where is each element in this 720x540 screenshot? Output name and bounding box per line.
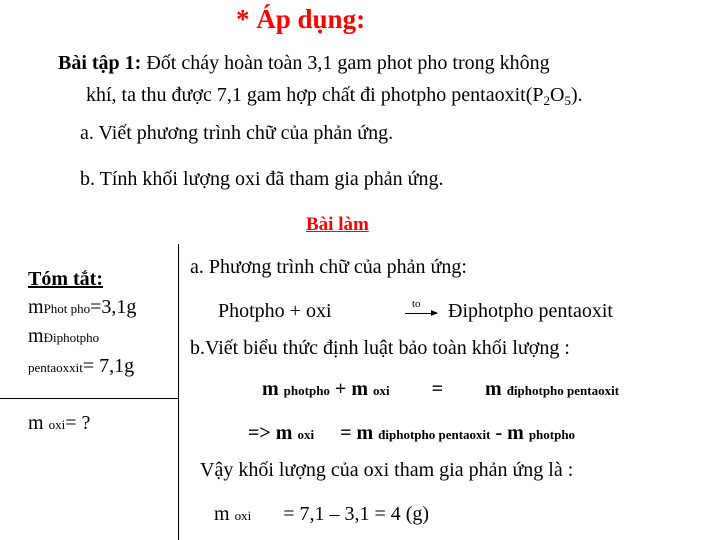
reaction-product: Điphotpho pentaoxit [448,300,613,322]
reaction-arrow-icon [405,313,437,314]
law-sub-1: photpho [283,383,330,398]
page-title: * Áp dụng: [236,4,366,34]
question-b: b. Tính khối lượng oxi đã tham gia phản ứng. [80,168,444,190]
summary-m3-sub: pentaoxxit [28,360,83,375]
reaction-condition: to [412,298,421,310]
result-line [214,503,429,526]
summary-m2-sub: Điphotpho [43,330,100,345]
formula-subscript-5: 5 [564,93,571,108]
solution-heading: Bài làm [306,214,369,235]
problem-text-end: ). [570,84,583,106]
conclusion-text: Vậy khối lượng của oxi tham gia phản ứng là : [200,459,574,481]
problem-text-2: khí, ta thu được 7,1 gam hợp chất đi photpho pentaoxit(P [86,84,544,106]
part-b-heading: b.Viết biểu thức định luật bảo toàn khối lượng : [190,337,570,359]
summary-mox-val: = ? [65,412,91,434]
result-value: = 7,1 – 3,1 = 4 (g) [283,503,430,525]
law2-sub-2: điphotpho pentaoxit [378,427,491,442]
law2-arrow: => m [248,422,293,444]
law2-sub-1: oxi [297,427,315,442]
law2-minus: - m [495,422,524,444]
problem-text-1: Đốt cháy hoàn toàn 3,1 gam phot pho trong không [141,52,550,74]
conservation-law [262,378,619,401]
divider-horizontal [0,398,178,399]
divider-vertical [178,244,179,540]
formula-o: O [549,84,565,106]
summary-m1: m [28,296,44,318]
law-plus: + m [334,378,368,400]
summary-m2: m [28,325,44,347]
problem-line-1 [58,52,550,75]
reaction-reactants: Photpho + oxi [218,300,332,322]
summary-mox-sub: oxi [48,417,66,432]
summary-m3-val: = 7,1g [82,355,135,377]
part-a-heading: a. Phương trình chữ của phản ứng: [190,256,467,278]
law2-sub-3: photpho [528,427,576,442]
summary-mass-product-value [28,355,134,378]
formula-subscript-2: 2 [543,93,550,108]
oxygen-mass-formula [248,422,575,445]
question-a: a. Viết phương trình chữ của phản ứng. [80,122,394,144]
summary-heading: Tóm tắt: [28,268,103,290]
summary-m1-sub: Phot pho [43,301,91,316]
law-sub-3: điphotpho pentaoxit [506,383,620,398]
law-sub-2: oxi [372,383,390,398]
summary-mass-product [28,325,99,348]
result-m: m [214,503,230,525]
problem-label: Bài tập 1: [58,52,142,74]
problem-line-2 [86,84,583,109]
summary-mox: m [28,412,44,434]
summary-mass-oxygen [28,412,90,435]
law-equals: = [431,378,444,400]
law2-equals: = m [340,422,374,444]
summary-m1-val: =3,1g [90,296,137,318]
law-m1: m [262,378,279,400]
result-sub: oxi [234,508,252,523]
law-m3: m [485,378,502,400]
summary-mass-phosphorus [28,296,136,319]
